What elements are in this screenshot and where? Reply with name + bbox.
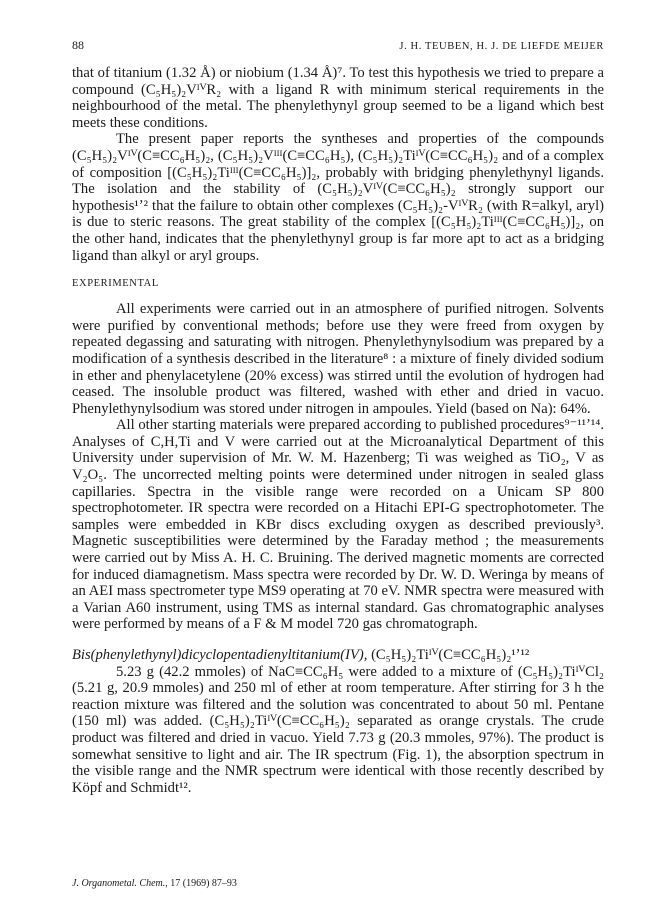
- synthesis-paragraph: 5.23 g (42.2 mmoles) of NaC≡CC₆H₅ were added to a mixture of (C₅H₅)₂TiᴵⱽCl₂ (5.21 g, 20.9 mmoles) and 250 ml of ether at room temperature. After stirring for 3 h the reaction mixture was filtered and the solution was concentrated to about 50 ml. Pentane (150 ml) was added. (C₅H₅)₂Tiᴵⱽ(C≡CC₆H₅)₂ separated as orange crystals. The crude product was filtered and dried in vacuo. Yield 7.73 g (20.3 mmoles, 97%). The product is somewhat sensitive to light and air. The IR spectrum (Fig. 1), the absorption spectrum in the visible range and the NMR spectrum were identical with those recently described by Köpf and Schmidt¹².: [72, 663, 604, 796]
- running-header: [72, 38, 604, 53]
- intro-paragraph-2: The present paper reports the syntheses and properties of the compounds (C₅H₅)₂Vᴵⱽ(C≡CC₆H₅)₂, (C₅H₅)₂Vᴵᴵᴵ(C≡CC₆H₅), (C₅H₅)₂Tiᴵⱽ(C≡CC₆H₅)₂ and of a complex of composition [(C₅H₅)₂Tiᴵᴵᴵ(C≡CC₆H₅)]₂, probably with bridging phenylethynyl ligands. The isolation and the stability of (C₅H₅)₂Vᴵⱽ(C≡CC₆H₅)₂ strongly support our hypothesis¹ʼ² that the failure to obtain other complexes (C₅H₅)₂-VᴵⱽR₂ (with R=alkyl, aryl) is due to steric reasons. The great stability of the complex [(C₅H₅)₂Tiᴵᴵᴵ(C≡CC₆H₅)]₂, on the other hand, indicates that the phenylethynyl group is far more apt to act as a bridging ligand than alkyl or aryl groups.: [72, 131, 604, 264]
- paper-page: [72, 38, 604, 796]
- experimental-paragraph-2: All other starting materials were prepared according to published procedures⁹⁻¹¹ʼ¹⁴. Analyses of C,H,Ti and V were carried out at the Microanalytical Department of this University under supervision of Mr. W. M. Hazenberg; Ti was weighed as TiO₂, V as V₂O₅. The uncorrected melting points were determined under nitrogen in sealed glass capillaries. Spectra in the visible range were recorded on a Unicam SP 800 spectrophotometer. IR spectra were recorded on a Hitachi EPI-G spectrophotometer. The samples were embedded in KBr discs excluding oxygen as described previously³. Magnetic susceptibilities were determined by the Faraday method ; the measurements were carried out by Miss A. H. C. Bruining. The derived magnetic moments are corrected for induced diamagnetism. Mass spectra were recorded by Dr. W. D. Weringa by means of an AEI mass spectrometer type MS9 operating at 70 eV. NMR spectra were measured with a Varian A60 instrument, using TMS as internal standard. Gas chromatographic analyses were performed by means of a F & M model 720 gas chromatograph.: [72, 417, 604, 633]
- synthesis-heading: [72, 647, 604, 664]
- synthesis-heading-formula: (C₅H₅)₂Tiᴵⱽ(C≡CC₆H₅)₂¹ʼ¹²: [367, 647, 530, 663]
- journal-name: J. Organometal. Chem.: [72, 878, 166, 889]
- intro-paragraph-1: that of titanium (1.32 Å) or niobium (1.34 Å)⁷. To test this hypothesis we tried to prepare a compound (C₅H₅)₂VᴵⱽR₂ with a ligand R with minimum sterical requirements in the neighbourhood of the metal. The phenylethynyl group seemed to be a ligand which best meets these conditions.: [72, 65, 604, 131]
- synthesis-heading-name: Bis(phenylethynyl)dicyclopentadienyltitanium(IV),: [72, 647, 368, 663]
- journal-footer: [72, 878, 237, 889]
- journal-citation: , 17 (1969) 87–93: [165, 878, 237, 889]
- experimental-paragraph-1: All experiments were carried out in an atmosphere of purified nitrogen. Solvents were purified by conventional methods; before use they were freed from oxygen by repeated degassing and saturating with nitrogen. Phenylethynylsodium was prepared by a modification of a synthesis described in the literature⁸ : a mixture of finely divided sodium in ether and phenylacetylene (20% excess) was stirred until the evolution of hydrogen had ceased. The insoluble product was filtered, washed with ether and dried in vacuo. Phenylethynylsodium was stored under nitrogen in ampoules. Yield (based on Na): 64%.: [72, 301, 604, 417]
- running-authors: J. H. TEUBEN, H. J. DE LIEFDE MEIJER: [399, 41, 604, 52]
- section-title-experimental: EXPERIMENTAL: [72, 278, 159, 290]
- page-number: 88: [72, 38, 84, 52]
